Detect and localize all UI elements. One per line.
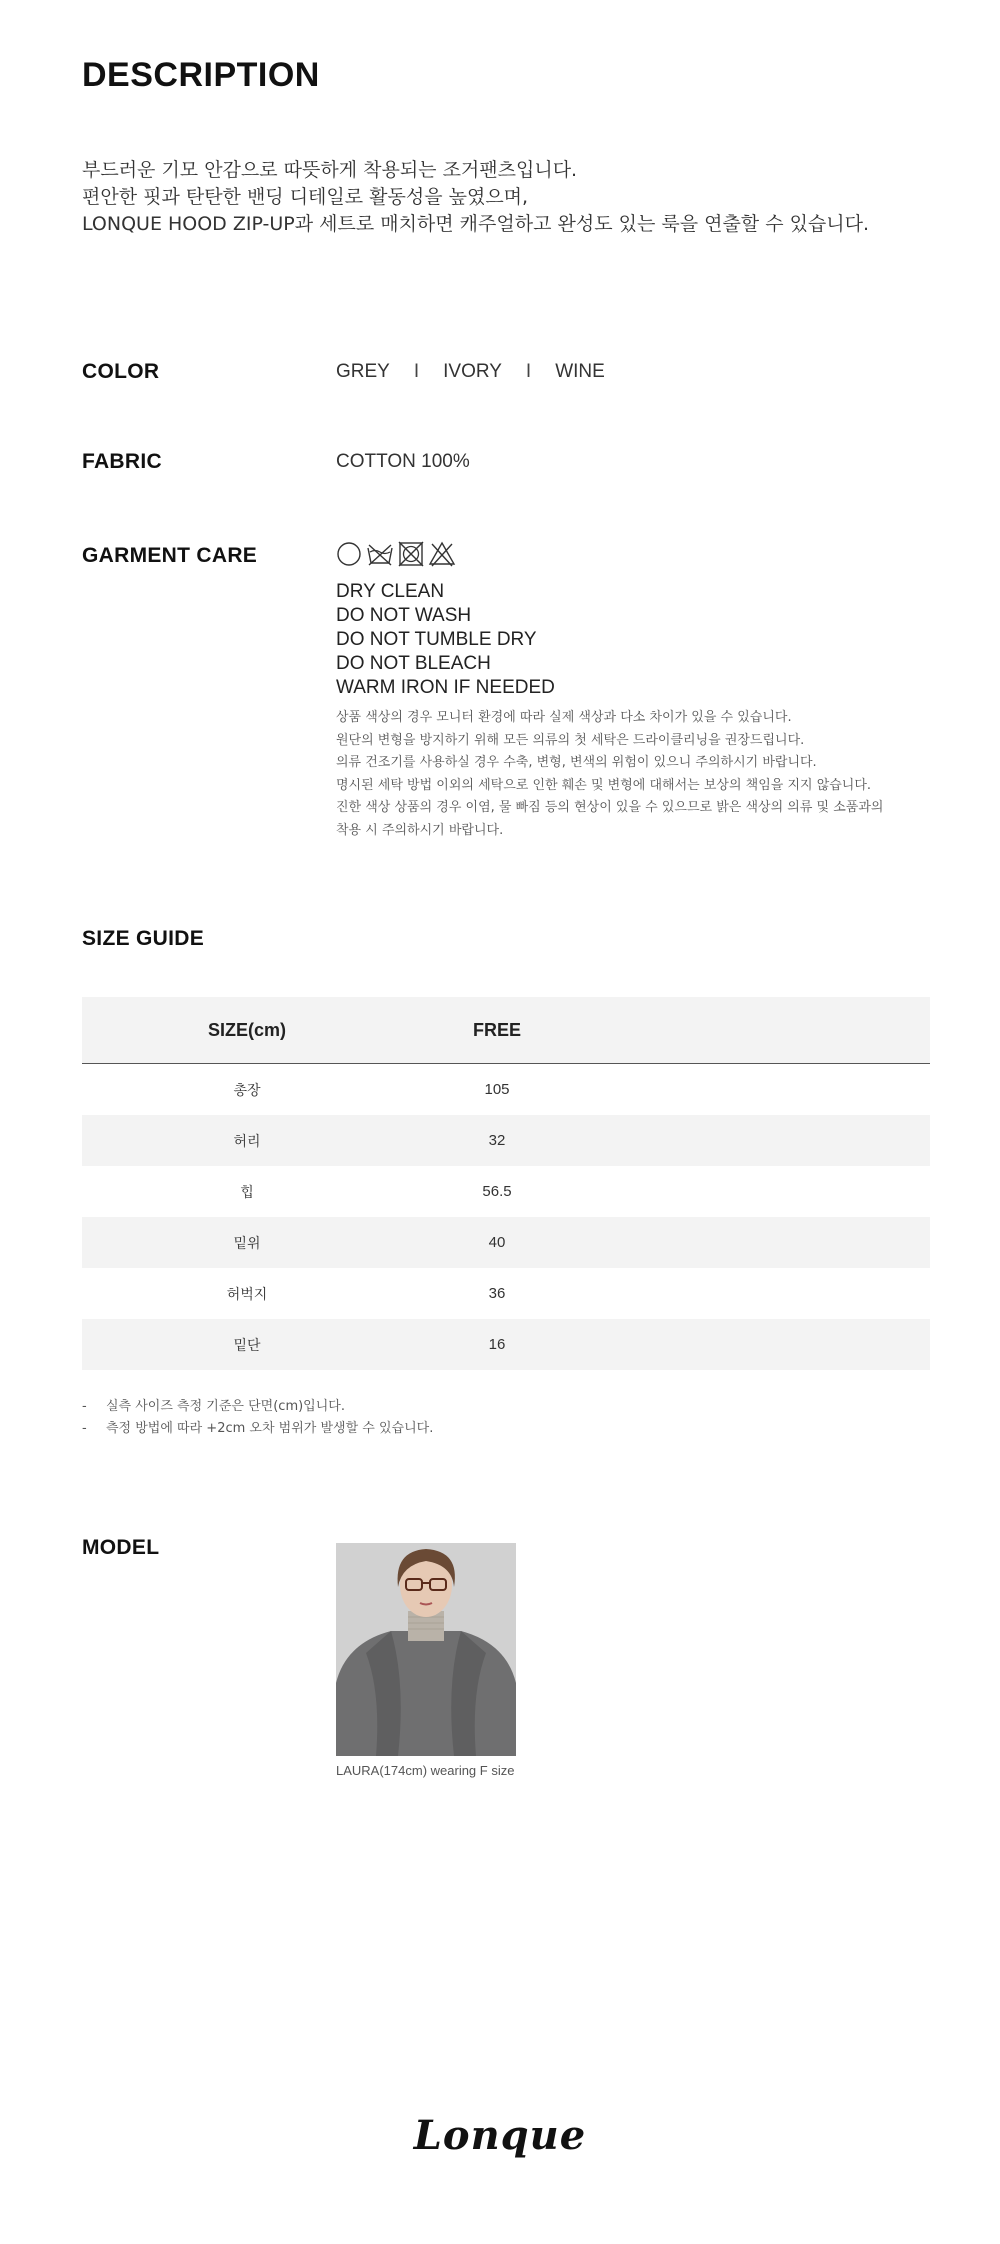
- measurement-name: 밑단: [233, 1337, 261, 1354]
- care-symbols: [336, 541, 456, 567]
- color-options: [336, 361, 605, 383]
- measurement-value: 105: [484, 1081, 510, 1098]
- fabric-value: COTTON 100%: [336, 451, 470, 472]
- care-instruction: DRY CLEAN: [336, 581, 445, 602]
- color-option-wine: WINE: [555, 361, 605, 382]
- measurement-value: 16: [488, 1336, 506, 1353]
- note-marker: -: [82, 1399, 87, 1414]
- size-header-cell: FREE: [472, 1019, 521, 1040]
- color-label: COLOR: [82, 360, 160, 383]
- measurement-name: 밑위: [233, 1235, 261, 1252]
- table-row: [82, 1319, 930, 1370]
- measurement-name: 힙: [240, 1184, 254, 1201]
- table-row: [82, 1217, 930, 1268]
- measurement-value: 56.5: [482, 1183, 512, 1200]
- model-heading: MODEL: [82, 1536, 160, 1559]
- measurement-value: 36: [488, 1285, 506, 1302]
- description-heading: DESCRIPTION: [82, 56, 320, 94]
- table-row: [82, 1166, 930, 1217]
- measurement-name: 허벅지: [226, 1286, 268, 1303]
- do-not-wash-icon: [366, 541, 394, 567]
- color-option-grey: GREY: [336, 361, 390, 382]
- do-not-bleach-icon: [428, 541, 456, 567]
- care-instruction: WARM IRON IF NEEDED: [336, 677, 555, 698]
- color-separator: I: [413, 361, 420, 382]
- table-row: [82, 1064, 930, 1115]
- table-row: [82, 1268, 930, 1319]
- dry-clean-icon: [336, 541, 362, 567]
- care-note: 진한 색상 상품의 경우 이염, 물 빠짐 등의 현상이 있을 수 있으므로 밝은 색상의 의류 및 소품과의: [336, 800, 884, 815]
- size-note-text: 실측 사이즈 측정 기준은 단면(cm)입니다.: [106, 1399, 345, 1414]
- brand-logo: Lonque: [413, 2112, 587, 2159]
- garment-care-label: GARMENT CARE: [82, 544, 258, 567]
- measurement-name: 총장: [233, 1082, 261, 1099]
- measurement-value: 40: [488, 1234, 506, 1251]
- do-not-tumble-dry-icon: [398, 541, 424, 567]
- care-notes: [336, 707, 936, 842]
- model-caption: LAURA(174cm) wearing F size: [336, 1763, 515, 1778]
- size-guide-heading: SIZE GUIDE: [82, 927, 205, 950]
- care-instruction: DO NOT WASH: [336, 605, 472, 626]
- size-note-text: 측정 방법에 따라 +2cm 오차 범위가 발생할 수 있습니다.: [106, 1421, 434, 1436]
- care-note: 착용 시 주의하시기 바랍니다.: [336, 822, 504, 838]
- care-instructions: [336, 580, 555, 700]
- size-note: [82, 1418, 433, 1440]
- note-marker: -: [82, 1421, 87, 1436]
- model-photo: [336, 1543, 516, 1756]
- size-table-header: [82, 997, 930, 1064]
- size-table: [82, 997, 930, 1370]
- fabric-label: FABRIC: [82, 450, 162, 473]
- care-note: 상품 색상의 경우 모니터 환경에 따라 실제 색상과 다소 차이가 있을 수 있습니다.: [336, 710, 792, 725]
- size-note: [82, 1396, 433, 1418]
- table-row: [82, 1115, 930, 1166]
- care-note: 의류 건조기를 사용하실 경우 수축, 변형, 변색의 위험이 있으니 주의하시기 바랍니다.: [336, 755, 817, 770]
- description-line: 편안한 핏과 탄탄한 밴딩 디테일로 활동성을 높였으며,: [82, 186, 529, 208]
- care-note: 원단의 변형을 방지하기 위해 모든 의류의 첫 세탁은 드라이클리닝을 권장드립니다.: [336, 732, 805, 748]
- measurement-name: 허리: [233, 1133, 261, 1150]
- measurement-value: 32: [488, 1132, 506, 1149]
- care-instruction: DO NOT TUMBLE DRY: [336, 629, 537, 650]
- care-instruction: DO NOT BLEACH: [336, 653, 491, 674]
- description-line: LONQUE HOOD ZIP-UP과 세트로 매치하면 캐주얼하고 완성도 있는 룩을 연출할 수 있습니다.: [82, 213, 870, 235]
- size-notes: [82, 1396, 433, 1440]
- color-option-ivory: IVORY: [443, 361, 502, 382]
- description-line: 부드러운 기모 안감으로 따뜻하게 착용되는 조거팬츠입니다.: [82, 159, 578, 181]
- color-separator: I: [525, 361, 532, 382]
- care-note: 명시된 세탁 방법 이외의 세탁으로 인한 훼손 및 변형에 대해서는 보상의 책임을 지지 않습니다.: [336, 777, 872, 793]
- size-header-cell: SIZE(cm): [207, 1019, 286, 1040]
- product-description: [82, 157, 962, 238]
